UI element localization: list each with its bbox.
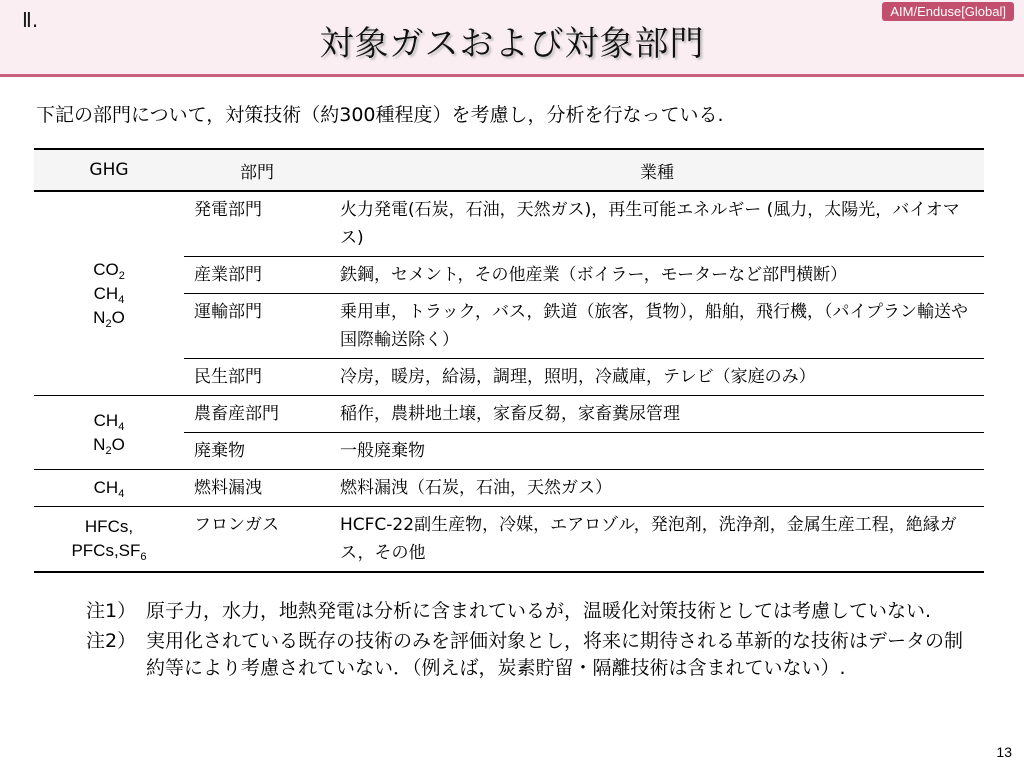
ghg-cell: [34, 470, 184, 507]
sector-table: [34, 148, 984, 573]
notes: [86, 598, 966, 685]
gas-label: $N_2O$: [93, 307, 125, 330]
note-2: [86, 628, 966, 682]
industry-cell: HCFC-22副生産物，冷媒，エアロゾル，発泡剤，洗浄剤，金属生産工程，絶縁ガス，その他: [330, 507, 984, 573]
gas-label: $PFCs,SF_6$: [71, 541, 147, 563]
gas-label: $CH_4$: [93, 283, 125, 306]
ghg-cell: [34, 191, 184, 396]
note-1: [86, 598, 966, 625]
table-row: [34, 470, 984, 507]
table-row: [34, 191, 984, 257]
page-number: 13: [996, 744, 1012, 760]
ghg-cell: [34, 507, 184, 573]
sector-cell: 廃棄物: [184, 433, 330, 470]
page-title: 対象ガスおよび対象部門: [319, 24, 705, 64]
header-industry: 業種: [330, 149, 984, 191]
industry-cell: 火力発電(石炭，石油，天然ガス)，再生可能エネルギー (風力，太陽光，バイオマス): [330, 191, 984, 257]
header-sector: 部門: [184, 149, 330, 191]
sector-cell: フロンガス: [184, 507, 330, 573]
sector-cell: 運輸部門: [184, 294, 330, 359]
section-number: Ⅱ.: [22, 8, 39, 32]
note-label: 注2）: [86, 630, 137, 652]
industry-cell: 一般廃棄物: [330, 433, 984, 470]
sector-cell: 農畜産部門: [184, 396, 330, 433]
table-header-row: [34, 149, 984, 191]
sector-cell: 民生部門: [184, 359, 330, 396]
sector-cell: 産業部門: [184, 257, 330, 294]
model-tag: AIM/Enduse[Global]: [882, 2, 1014, 21]
sector-cell: 発電部門: [184, 191, 330, 257]
header-divider: [0, 74, 1024, 77]
industry-cell: 乗用車，トラック，バス，鉄道（旅客，貨物），船舶，飛行機，（パイプラン輸送や国際輸送除く）: [330, 294, 984, 359]
gas-label: $CO_2$: [93, 259, 125, 282]
gas-label: $N_2O$: [93, 434, 125, 457]
industry-cell: 鉄鋼，セメント，その他産業（ボイラー，モーターなど部門横断）: [330, 257, 984, 294]
note-label: 注1）: [86, 600, 137, 622]
industry-cell: 冷房，暖房，給湯，調理，照明，冷蔵庫，テレビ（家庭のみ）: [330, 359, 984, 396]
intro-text: 下記の部門について，対策技術（約300種程度）を考慮し，分析を行なっている.: [36, 104, 724, 126]
industry-cell: 稲作，農耕地土壌，家畜反芻，家畜糞尿管理: [330, 396, 984, 433]
gas-label: $CH_4$: [93, 410, 125, 433]
table-row: [34, 507, 984, 573]
header-ghg: GHG: [34, 149, 184, 191]
note-text: 原子力，水力，地熱発電は分析に含まれているが，温暖化対策技術としては考慮していない.: [146, 600, 932, 622]
sector-cell: 燃料漏洩: [184, 470, 330, 507]
gas-label: HFCs,: [84, 517, 134, 536]
ghg-cell: [34, 396, 184, 470]
gas-label: $CH_4$: [93, 478, 125, 500]
table-body: [34, 191, 984, 572]
table-row: [34, 396, 984, 433]
note-text: 実用化されている既存の技術のみを評価対象とし，将来に期待される革新的な技術はデータの制約等により考慮されていない．（例えば，炭素貯留・隔離技術は含まれていない）.: [146, 630, 964, 679]
industry-cell: 燃料漏洩（石炭，石油，天然ガス）: [330, 470, 984, 507]
